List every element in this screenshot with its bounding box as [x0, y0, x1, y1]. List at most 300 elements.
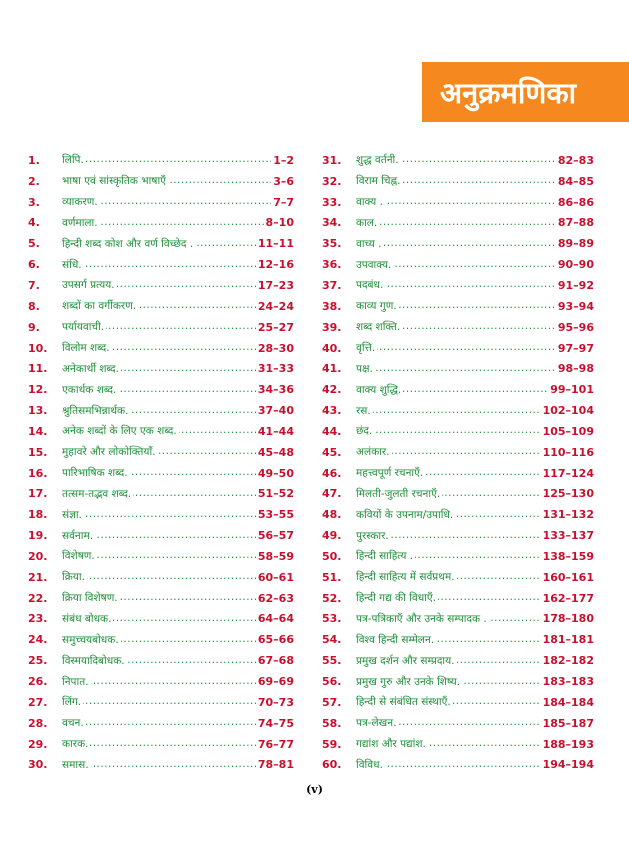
- toc-entry-title-wrap: [356, 445, 541, 459]
- toc-entry-title: क्रिया.: [62, 571, 85, 584]
- toc-entry-number: 14.: [28, 424, 48, 438]
- toc-entry-pages: 17–23: [257, 278, 294, 292]
- toc-entry-number: 1.: [28, 153, 40, 167]
- toc-entry-title: संज्ञा.: [62, 508, 82, 521]
- toc-entry-number: 33.: [322, 195, 342, 209]
- toc-entry-title-wrap: [62, 633, 256, 647]
- toc-entry: [322, 296, 594, 317]
- toc-entry-title: अलंकार.: [356, 446, 390, 459]
- toc-entry-title: पुरस्कार.: [356, 529, 389, 542]
- toc-entry-number: 29.: [28, 737, 48, 751]
- toc-entry-pages: 110–116: [542, 445, 594, 459]
- toc-entry-pages: 8–10: [265, 216, 294, 230]
- toc-entry-title-wrap: [62, 716, 256, 730]
- toc-entry-title-wrap: [62, 695, 256, 709]
- toc-entry-pages: 45–48: [257, 445, 294, 459]
- toc-entry-number: 34.: [322, 216, 342, 230]
- toc-entry: [322, 358, 594, 379]
- toc-entry: [322, 713, 594, 734]
- toc-entry-pages: 183–183: [542, 675, 594, 689]
- toc-entry: [28, 275, 294, 296]
- toc-entry-pages: 86–86: [557, 195, 594, 209]
- toc-entry-title-wrap: [356, 695, 541, 709]
- toc-entry-pages: 7–7: [273, 195, 294, 209]
- toc-entry-pages: 41–44: [257, 424, 294, 438]
- toc-entry-title-wrap: [62, 153, 271, 167]
- toc-entry-title-wrap: [356, 529, 541, 543]
- toc-entry-pages: 84–85: [557, 174, 594, 188]
- toc-entry-title-wrap: [356, 675, 541, 689]
- toc-entry-title-wrap: [356, 174, 556, 188]
- toc-entry-number: 30.: [28, 758, 48, 772]
- toc-entry: [322, 213, 594, 234]
- toc-entry-title-wrap: [356, 487, 541, 501]
- toc-entry-number: 44.: [322, 424, 342, 438]
- toc-entry-title-wrap: [356, 362, 556, 376]
- toc-entry-number: 35.: [322, 237, 342, 251]
- toc-entry-title-wrap: [62, 675, 256, 689]
- toc-entry-title: हिन्दी शब्द कोश और वर्ण विच्छेद .: [62, 237, 194, 250]
- toc-entry-title-wrap: [62, 612, 256, 626]
- toc-entry-title-wrap: [62, 529, 256, 543]
- toc-entry: [28, 379, 294, 400]
- toc-entry-title: मुहावरे और लोकोक्तियाँ.: [62, 446, 156, 459]
- toc-column-right: [322, 150, 594, 775]
- toc-entry-pages: 105–109: [542, 424, 594, 438]
- toc-entry-number: 19.: [28, 529, 48, 543]
- toc-entry-title: हिन्दी से संबंधित संस्थाएँ.: [356, 696, 451, 709]
- toc-entry-pages: 87–88: [557, 216, 594, 230]
- toc-entry: [28, 317, 294, 338]
- toc-entry-number: 52.: [322, 591, 342, 605]
- toc-entry-pages: 160–161: [542, 570, 594, 584]
- toc-entry-title: वाक्य शुद्धि.: [356, 383, 402, 396]
- toc-entry: [322, 734, 594, 755]
- toc-entry-pages: 70–73: [257, 695, 294, 709]
- toc-entry-title: पत्र-पत्रिकाएँ और उनके सम्पादक .: [356, 612, 487, 625]
- toc-entry-pages: 74–75: [257, 716, 294, 730]
- toc-entry-number: 60.: [322, 758, 342, 772]
- toc-entry-number: 25.: [28, 654, 48, 668]
- toc-entry-number: 11.: [28, 362, 48, 376]
- toc-entry-number: 54.: [322, 633, 342, 647]
- toc-entry-pages: 11–11: [257, 237, 294, 251]
- toc-entry-title-wrap: [62, 549, 256, 563]
- toc-entry: [322, 150, 594, 171]
- toc-entry-pages: 131–132: [542, 508, 594, 522]
- toc-entry-pages: 67–68: [257, 654, 294, 668]
- toc-entry-title: क्रिया विशेषण.: [62, 592, 118, 605]
- toc-entry-title: हिन्दी गद्य की विधाएँ.: [356, 592, 437, 605]
- toc-entry-number: 12.: [28, 383, 48, 397]
- toc-entry-pages: 25–27: [257, 320, 294, 334]
- toc-entry-title: पारिभाषिक शब्द.: [62, 467, 128, 480]
- toc-entry: [28, 546, 294, 567]
- toc-entry-number: 48.: [322, 508, 342, 522]
- toc-entry-title-wrap: [356, 153, 556, 167]
- toc-entry: [322, 421, 594, 442]
- toc-entry-pages: 60–61: [257, 570, 294, 584]
- toc-entry-title: हिन्दी साहित्य में सर्वप्रथम.: [356, 571, 455, 584]
- toc-entry: [322, 504, 594, 525]
- toc-entry: [322, 275, 594, 296]
- toc-entry: [322, 754, 594, 775]
- toc-entry-pages: 34–36: [257, 383, 294, 397]
- toc-entry-title-wrap: [62, 654, 256, 668]
- toc-entry-title: विशेषण.: [62, 550, 95, 563]
- toc-entry-title: कवियों के उपनाम/उपाधि.: [356, 508, 454, 521]
- toc-entry-number: 28.: [28, 716, 48, 730]
- toc-entry: [28, 609, 294, 630]
- toc-entry-title: महत्त्वपूर्ण रचनाएँ.: [356, 467, 424, 480]
- toc-entry: [322, 629, 594, 650]
- toc-entry-number: 43.: [322, 404, 342, 418]
- toc-entry-number: 16.: [28, 466, 48, 480]
- toc-entry-number: 36.: [322, 258, 342, 272]
- toc-entry-title: वाक्य .: [356, 196, 383, 209]
- toc-entry-pages: 31–33: [257, 362, 294, 376]
- toc-entry-title-wrap: [356, 466, 541, 480]
- toc-entry: [28, 713, 294, 734]
- toc-entry-pages: 90–90: [557, 258, 594, 272]
- toc-entry: [28, 192, 294, 213]
- toc-entry-pages: 82–83: [557, 153, 594, 167]
- toc-entry-number: 17.: [28, 487, 48, 501]
- toc-entry-title: पर्यायवाची.: [62, 321, 105, 334]
- toc-entry-title: भाषा एवं सांस्कृतिक भाषाएँ: [62, 175, 166, 188]
- toc-entry-pages: 49–50: [257, 466, 294, 480]
- toc-entry-number: 47.: [322, 487, 342, 501]
- toc-entry: [28, 734, 294, 755]
- toc-entry-title: छंद.: [356, 425, 373, 438]
- toc-entry-pages: 184–184: [542, 695, 594, 709]
- toc-entry-title: विलोम शब्द.: [62, 342, 110, 355]
- toc-entry-title-wrap: [62, 445, 256, 459]
- toc-entry-title-wrap: [62, 216, 264, 230]
- toc-entry-pages: 95–96: [557, 320, 594, 334]
- toc-entry-title: शब्दों का वर्गीकरण.: [62, 300, 137, 313]
- toc-entry-number: 6.: [28, 258, 40, 272]
- toc-entry-number: 22.: [28, 591, 48, 605]
- toc-entry-title: कारक.: [62, 738, 89, 751]
- toc-entry-title-wrap: [356, 299, 556, 313]
- toc-entry: [28, 754, 294, 775]
- toc-entry-pages: 188–193: [542, 737, 594, 751]
- toc-entry-number: 51.: [322, 570, 342, 584]
- toc-entry-title: वाच्य .: [356, 237, 382, 250]
- toc-entry: [28, 629, 294, 650]
- page-title: अनुक्रमणिका: [422, 62, 629, 122]
- toc-entry-pages: 97–97: [557, 341, 594, 355]
- toc-entry-title: संधि.: [62, 258, 82, 271]
- toc-entry-title: काव्य गुण.: [356, 300, 397, 313]
- toc-entry: [28, 421, 294, 442]
- toc-entry-title-wrap: [356, 404, 541, 418]
- toc-entry: [28, 338, 294, 359]
- toc-entry-title-wrap: [356, 278, 556, 292]
- toc-entry-number: 46.: [322, 466, 342, 480]
- toc-entry-number: 8.: [28, 299, 40, 313]
- toc-entry-title-wrap: [356, 320, 556, 334]
- toc-entry: [28, 213, 294, 234]
- toc-entry-number: 2.: [28, 174, 40, 188]
- toc-entry-title-wrap: [356, 216, 556, 230]
- toc-entry: [28, 358, 294, 379]
- toc-entry-pages: 133–137: [542, 529, 594, 543]
- toc-entry-number: 42.: [322, 383, 342, 397]
- toc-entry-title-wrap: [62, 174, 271, 188]
- toc-entry: [322, 546, 594, 567]
- toc-entry-title-wrap: [356, 591, 541, 605]
- toc-entry-number: 4.: [28, 216, 40, 230]
- toc-entry-title: रस.: [356, 404, 371, 417]
- toc-entry: [28, 525, 294, 546]
- toc-entry-title-wrap: [62, 758, 256, 772]
- toc-entry: [28, 484, 294, 505]
- toc-entry-title: वर्णमाला.: [62, 216, 98, 229]
- toc-entry-number: 23.: [28, 612, 48, 626]
- toc-entry-title-wrap: [62, 487, 256, 501]
- toc-entry: [322, 379, 594, 400]
- toc-entry-title: लिंग.: [62, 696, 82, 709]
- toc-entry-title-wrap: [62, 258, 256, 272]
- toc-entry-title: काल.: [356, 216, 378, 229]
- toc-entry-number: 40.: [322, 341, 342, 355]
- toc-entry-pages: 51–52: [257, 487, 294, 501]
- toc-entry-title-wrap: [356, 237, 556, 251]
- toc-entry-title-wrap: [356, 633, 541, 647]
- toc-entry-title: मिलती-जुलती रचनाएँ.: [356, 487, 441, 500]
- toc-entry-number: 59.: [322, 737, 342, 751]
- toc-entry-title-wrap: [356, 570, 541, 584]
- toc-entry-pages: 178–180: [542, 612, 594, 626]
- toc-entry-number: 20.: [28, 549, 48, 563]
- toc-entry: [28, 150, 294, 171]
- toc-entry-title-wrap: [356, 612, 541, 626]
- toc-entry: [322, 525, 594, 546]
- toc-entry: [322, 442, 594, 463]
- toc-entry-title-wrap: [62, 195, 271, 209]
- toc-entry-title: प्रमुख दर्शन और सम्प्रदाय.: [356, 654, 455, 667]
- toc-entry: [28, 650, 294, 671]
- toc-entry-pages: 3–6: [273, 174, 294, 188]
- toc-entry-number: 57.: [322, 695, 342, 709]
- toc-entry-title: समास.: [62, 758, 89, 771]
- toc-entry: [322, 171, 594, 192]
- toc-entry-pages: 64–64: [257, 612, 294, 626]
- toc-entry-pages: 89–89: [557, 237, 594, 251]
- toc-entry: [28, 171, 294, 192]
- toc-entry-number: 37.: [322, 278, 342, 292]
- toc-entry-title: लिपि.: [62, 154, 84, 167]
- toc-entry: [322, 338, 594, 359]
- toc-entry-title-wrap: [356, 341, 556, 355]
- toc-entry: [28, 254, 294, 275]
- toc-entry-pages: 185–187: [542, 716, 594, 730]
- toc-entry-pages: 99–101: [550, 383, 594, 397]
- toc-entry-title: विश्व हिन्दी सम्मेलन.: [356, 633, 435, 646]
- toc-entry-number: 3.: [28, 195, 40, 209]
- toc-entry-number: 32.: [322, 174, 342, 188]
- toc-entry-title: अनेकार्थी शब्द.: [62, 362, 119, 375]
- toc-entry-title: निपात.: [62, 675, 89, 688]
- toc-entry-title-wrap: [62, 320, 256, 334]
- toc-entry-number: 15.: [28, 445, 48, 459]
- toc-entry-title: अनेक शब्दों के लिए एक शब्द.: [62, 425, 177, 438]
- toc-entry-title: सर्वनाम.: [62, 529, 94, 542]
- toc-entry: [28, 567, 294, 588]
- toc-entry: [322, 567, 594, 588]
- toc-entry-title-wrap: [356, 737, 541, 751]
- toc-entry-title: विस्मयादिबोधक.: [62, 654, 125, 667]
- toc-entry-title-wrap: [356, 424, 541, 438]
- toc-entry-title-wrap: [356, 716, 541, 730]
- toc-entry-title-wrap: [356, 383, 548, 397]
- toc-entry-title-wrap: [356, 654, 541, 668]
- toc-entry-title: वचन.: [62, 717, 84, 730]
- toc-entry-title-wrap: [62, 737, 256, 751]
- toc-entry-title-wrap: [356, 195, 556, 209]
- toc-entry-number: 50.: [322, 549, 342, 563]
- toc-entry: [28, 504, 294, 525]
- toc-entry-title-wrap: [62, 424, 256, 438]
- toc-entry-title: व्याकरण.: [62, 196, 98, 209]
- toc-entry-number: 10.: [28, 341, 48, 355]
- toc-entry: [28, 671, 294, 692]
- toc-entry-pages: 102–104: [542, 404, 594, 418]
- toc-entry-title-wrap: [356, 258, 556, 272]
- toc-entry-number: 49.: [322, 529, 342, 543]
- toc-entry-number: 13.: [28, 404, 48, 418]
- toc-entry-pages: 78–81: [257, 758, 294, 772]
- toc-entry-title-wrap: [62, 404, 256, 418]
- toc-entry-number: 18.: [28, 508, 48, 522]
- toc-entry-pages: 138–159: [542, 549, 594, 563]
- toc-entry-number: 38.: [322, 299, 342, 313]
- toc-entry-number: 39.: [322, 320, 342, 334]
- toc-entry-title: हिन्दी साहित्य .: [356, 550, 414, 563]
- toc-entry-number: 45.: [322, 445, 342, 459]
- toc-entry-pages: 181–181: [542, 633, 594, 647]
- toc-entry-title: पक्ष.: [356, 362, 373, 375]
- toc-entry-title-wrap: [62, 299, 256, 313]
- toc-entry-number: 53.: [322, 612, 342, 626]
- toc-entry-pages: 28–30: [257, 341, 294, 355]
- toc-entry-pages: 93–94: [557, 299, 594, 313]
- page-number: (v): [306, 783, 323, 796]
- toc-entry: [322, 254, 594, 275]
- toc-entry-title: वृत्ति.: [356, 342, 376, 355]
- toc-entry: [322, 588, 594, 609]
- toc-entry-title-wrap: [356, 758, 541, 772]
- toc-entry-title-wrap: [356, 508, 541, 522]
- toc-entry: [322, 650, 594, 671]
- toc-entry-number: 9.: [28, 320, 40, 334]
- toc-entry-pages: 24–24: [257, 299, 294, 313]
- toc-entry: [322, 192, 594, 213]
- toc-entry-title: प्रमुख गुरु और उनके शिष्य.: [356, 675, 461, 688]
- toc-entry-title-wrap: [62, 341, 256, 355]
- toc-entry: [322, 671, 594, 692]
- toc-entry: [28, 233, 294, 254]
- toc-entry: [322, 400, 594, 421]
- toc-column-left: [28, 150, 294, 775]
- toc-entry: [322, 317, 594, 338]
- toc-entry-title-wrap: [356, 549, 541, 563]
- toc-entry-title-wrap: [62, 383, 256, 397]
- toc-entry-pages: 69–69: [257, 675, 294, 689]
- toc-entry-number: 24.: [28, 633, 48, 647]
- toc-entry: [28, 442, 294, 463]
- toc-entry-number: 56.: [322, 675, 342, 689]
- toc-entry-pages: 58–59: [257, 549, 294, 563]
- toc-entry-title: उपसर्ग प्रत्यय.: [62, 279, 115, 292]
- toc-entry-title: तत्सम-तद्भव शब्द.: [62, 487, 132, 500]
- toc-entry-pages: 162–177: [542, 591, 594, 605]
- toc-entry-pages: 65–66: [257, 633, 294, 647]
- toc-entry: [28, 463, 294, 484]
- toc-entry-number: 5.: [28, 237, 40, 251]
- toc-entry-title: पदबंध.: [356, 279, 384, 292]
- toc-entry-pages: 12–16: [257, 258, 294, 272]
- toc-entry-number: 21.: [28, 570, 48, 584]
- toc-entry-title-wrap: [62, 570, 256, 584]
- toc-entry-pages: 125–130: [542, 487, 594, 501]
- toc-entry-number: 55.: [322, 654, 342, 668]
- toc-entry-title: एकार्थक शब्द.: [62, 383, 117, 396]
- toc-entry-number: 27.: [28, 695, 48, 709]
- toc-entry-title: उपवाक्य.: [356, 258, 392, 271]
- toc-entry-pages: 37–40: [257, 404, 294, 418]
- toc-entry-pages: 62–63: [257, 591, 294, 605]
- toc-entry: [28, 692, 294, 713]
- toc-entry: [322, 692, 594, 713]
- toc-entry-number: 58.: [322, 716, 342, 730]
- toc-entry-title: विविध.: [356, 758, 383, 771]
- toc-entry: [322, 484, 594, 505]
- toc-entry-pages: 91–92: [557, 278, 594, 292]
- toc-entry-pages: 117–124: [542, 466, 594, 480]
- toc-entry: [28, 400, 294, 421]
- toc-entry-title-wrap: [62, 591, 256, 605]
- toc-entry-number: 31.: [322, 153, 342, 167]
- toc-entry-title-wrap: [62, 278, 256, 292]
- toc-entry: [322, 233, 594, 254]
- toc-entry-pages: 98–98: [557, 362, 594, 376]
- toc-entry-title: शुद्ध वर्तनी.: [356, 154, 399, 167]
- toc-entry-pages: 194–194: [542, 758, 594, 772]
- toc-entry-pages: 1–2: [273, 153, 294, 167]
- toc-entry-number: 26.: [28, 675, 48, 689]
- toc-entry: [322, 609, 594, 630]
- toc-entry-title: शब्द शक्ति.: [356, 321, 401, 334]
- toc-entry-pages: 53–55: [257, 508, 294, 522]
- toc-entry-title-wrap: [62, 237, 256, 251]
- toc-entry-title: गद्यांश और पद्यांश.: [356, 738, 426, 751]
- toc-entry-number: 41.: [322, 362, 342, 376]
- toc-entry-title: विराम चिह्न.: [356, 175, 401, 188]
- toc-entry-title-wrap: [62, 508, 256, 522]
- toc-entry-pages: 56–57: [257, 529, 294, 543]
- toc-entry-title: श्रुतिसमभिन्नार्थक.: [62, 404, 129, 417]
- toc-entry: [322, 463, 594, 484]
- toc-entry-title-wrap: [62, 466, 256, 480]
- toc-entry-pages: 182–182: [542, 654, 594, 668]
- toc-entry-pages: 76–77: [257, 737, 294, 751]
- toc-entry-title: संबंध बोधक.: [62, 612, 112, 625]
- toc-entry: [28, 588, 294, 609]
- toc-entry-number: 7.: [28, 278, 40, 292]
